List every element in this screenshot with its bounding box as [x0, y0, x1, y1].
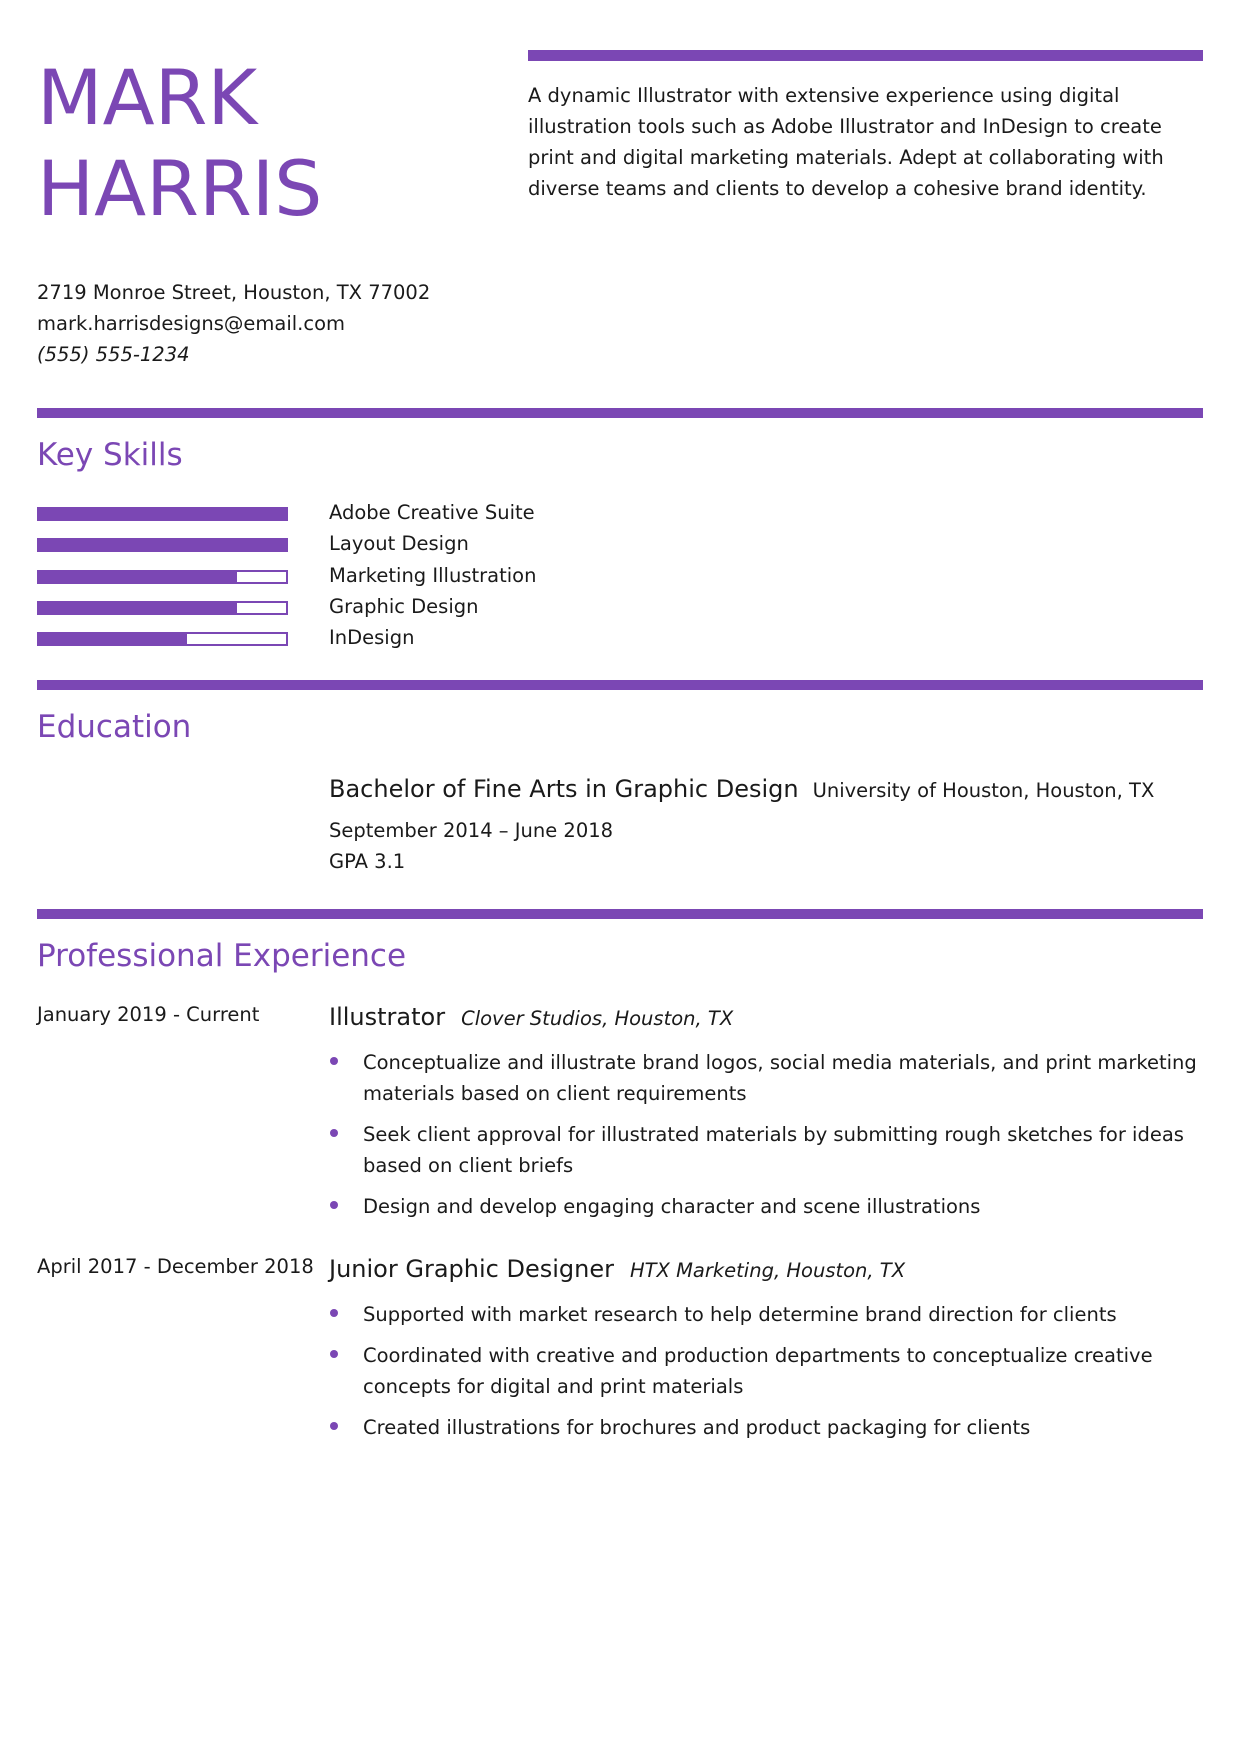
first-name: MARK — [37, 53, 258, 142]
last-name: HARRIS — [37, 144, 323, 233]
skill-level-bar — [37, 538, 288, 552]
skill-name: Marketing Illustration — [329, 563, 537, 587]
job-title: Junior Graphic Designer — [329, 1255, 614, 1283]
bullet-dot-icon — [330, 1309, 338, 1317]
bullet-dot-icon — [330, 1422, 338, 1430]
candidate-name — [37, 52, 477, 234]
list-item — [329, 1047, 1203, 1109]
skill-name: InDesign — [329, 626, 415, 650]
job-details — [329, 1000, 1203, 1232]
job-header — [329, 1000, 1203, 1037]
bullet-dot-icon — [330, 1057, 338, 1065]
skill-level-bar — [37, 570, 288, 584]
bullet-text: Design and develop engaging character and scene illustrations — [363, 1195, 981, 1218]
job-header — [329, 1252, 1203, 1289]
bullet-text: Supported with market research to help determine brand direction for clients — [363, 1303, 1117, 1326]
bullet-text: Created illustrations for brochures and product packaging for clients — [363, 1416, 1031, 1439]
job-dates: April 2017 - December 2018 — [37, 1255, 314, 1278]
contact-info — [37, 277, 430, 370]
skill-level-bar — [37, 507, 288, 521]
education-entry — [329, 775, 1199, 877]
job-company: HTX Marketing, Houston, TX — [629, 1259, 906, 1282]
skill-level-fill — [39, 540, 286, 550]
bullet-dot-icon — [330, 1129, 338, 1137]
skill-level-fill — [39, 603, 237, 613]
job-dates: January 2019 - Current — [37, 1003, 260, 1026]
section-divider — [37, 680, 1203, 690]
bullet-dot-icon — [330, 1350, 338, 1358]
skill-level-bar — [37, 601, 288, 615]
header-divider — [528, 50, 1203, 61]
list-item — [329, 1340, 1203, 1402]
list-item — [329, 1119, 1203, 1181]
bullet-text: Seek client approval for illustrated materials by submitting rough sketches for ideas based on client briefs — [363, 1123, 1184, 1177]
school: University of Houston, Houston, TX — [812, 779, 1155, 802]
job-bullets — [329, 1299, 1203, 1443]
professional-summary: A dynamic Illustrator with extensive experience using digital illustration tools such as Adobe Illustrator and InDesign to create print and digital marketing materials. Adept at collaborating with diverse teams and clients to develop a cohesive brand identity. — [528, 84, 1164, 200]
contact-address: 2719 Monroe Street, Houston, TX 77002 — [37, 281, 431, 304]
list-item — [329, 1299, 1203, 1330]
education-gpa: GPA 3.1 — [329, 850, 406, 873]
section-divider — [37, 909, 1203, 919]
job-bullets — [329, 1047, 1203, 1222]
degree: Bachelor of Fine Arts in Graphic Design — [329, 775, 799, 803]
skill-name: Layout Design — [329, 532, 469, 556]
job-details — [329, 1252, 1203, 1453]
job-title: Illustrator — [329, 1003, 446, 1031]
skill-level-bar — [37, 632, 288, 646]
education-section-title: Education — [37, 709, 192, 745]
education-dates: September 2014 – June 2018 — [329, 819, 614, 842]
skill-level-fill — [39, 509, 286, 519]
contact-phone[interactable]: (555) 555-1234 — [37, 343, 190, 366]
skill-level-fill — [39, 634, 187, 644]
skills-section-title: Key Skills — [37, 437, 183, 473]
bullet-text: Conceptualize and illustrate brand logos, social media materials, and print marketing materials based on client requirements — [363, 1051, 1197, 1105]
list-item — [329, 1191, 1203, 1222]
experience-section-title: Professional Experience — [37, 938, 407, 974]
education-header — [329, 775, 1199, 803]
bullet-dot-icon — [330, 1201, 338, 1209]
job-company: Clover Studios, Houston, TX — [461, 1007, 734, 1030]
section-divider — [37, 408, 1203, 418]
skill-level-fill — [39, 572, 237, 582]
list-item — [329, 1412, 1203, 1443]
skill-name: Graphic Design — [329, 594, 479, 618]
contact-email[interactable]: mark.harrisdesigns@email.com — [37, 312, 346, 335]
skill-name: Adobe Creative Suite — [329, 501, 535, 524]
bullet-text: Coordinated with creative and production departments to conceptualize creative concepts for digital and print materials — [363, 1344, 1153, 1398]
